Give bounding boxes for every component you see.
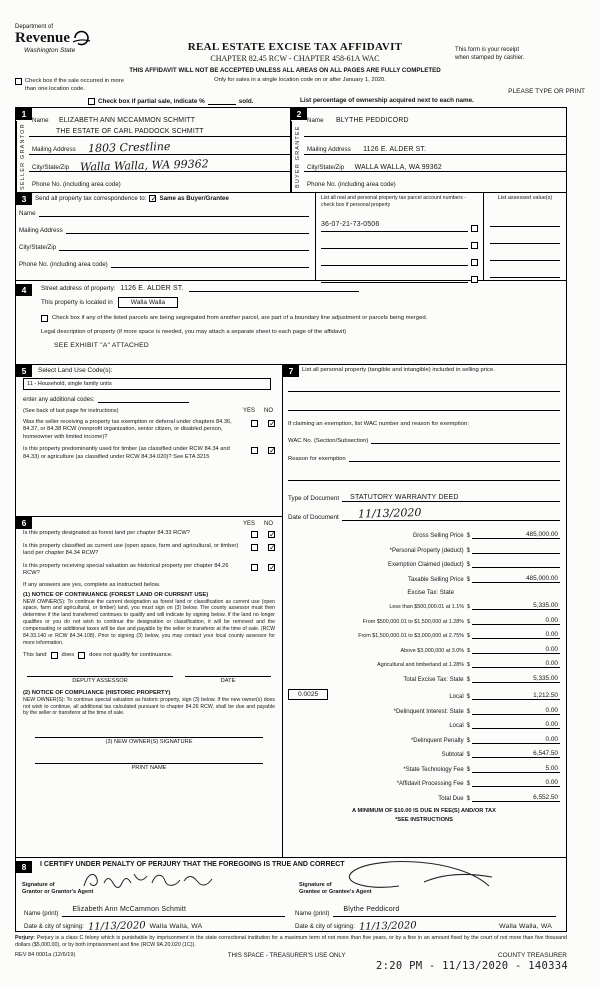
- section-7-badge: 7: [283, 365, 299, 377]
- seller-city-state-zip[interactable]: Walla Walla, WA 99362: [79, 157, 209, 174]
- dollar-sign: $: [466, 676, 470, 683]
- grantee-signing-city: Walla Walla, WA: [499, 923, 552, 930]
- name-print-label: Name (print): [295, 910, 330, 917]
- mailing-address-label: Mailing Address: [307, 146, 351, 153]
- dollar-sign: $: [466, 533, 470, 539]
- tax-row-value[interactable]: 5,335.00: [472, 675, 560, 683]
- tax-row-label: Local: [449, 694, 464, 700]
- tax-row-label: Above $3,000,000 at 3.0%: [400, 647, 464, 654]
- tax-row-value[interactable]: 0.00: [472, 617, 560, 625]
- tax-computation: [288, 531, 560, 823]
- tax-row-value[interactable]: 1,212.50: [472, 692, 560, 700]
- section-8-badge: 8: [16, 861, 32, 873]
- parcel-number[interactable]: 36-07-21-73-0506: [321, 221, 380, 228]
- print-name-line[interactable]: PRINT NAME: [35, 763, 263, 771]
- land-use-label: Select Land Use Code(s):: [38, 367, 113, 374]
- exemption-note: If claiming an exemption, list WAC number and reason for exemption:: [288, 421, 469, 427]
- buyer-city-state-zip[interactable]: WALLA WALLA, WA 99362: [354, 164, 442, 171]
- section-3-badge: 3: [16, 193, 32, 205]
- parcel-number-field-3[interactable]: [321, 257, 468, 266]
- city-state-zip-label: City/State/Zip: [307, 164, 345, 171]
- grantor-signing-date[interactable]: 11/13/2020: [87, 920, 146, 933]
- minimum-due-note: A MINIMUM OF $10.00 IS DUE IN FEE(S) AND/OR TAX: [352, 807, 496, 814]
- dollar-sign: $: [467, 604, 470, 610]
- assessed-value-field-4[interactable]: [490, 269, 560, 278]
- checkmark-icon: ✓: [150, 194, 158, 203]
- tax-row-label: Subtotal: [441, 752, 464, 758]
- notice-continuance-title: (1) NOTICE OF CONTINUANCE (FOREST LAND OR CURRENT USE): [23, 591, 209, 598]
- tax-row-label: From $1,500,000.01 to $3,000,000 at 2.75%: [358, 633, 464, 639]
- continuance-does-checkbox[interactable]: [51, 652, 58, 659]
- tax-row-label: Less than $500,000.01 at 1.1%: [389, 604, 464, 610]
- section-6-badge: 6: [16, 517, 32, 529]
- dollar-sign: $: [467, 647, 470, 654]
- grantor-agent-label: Grantor or Grantor's Agent: [22, 889, 94, 896]
- mailing-address-label: Mailing Address: [19, 227, 63, 234]
- assessed-value-field-1[interactable]: [490, 218, 560, 227]
- tax-row-label: Taxable Selling Price: [407, 576, 464, 583]
- dollar-sign: $: [467, 618, 470, 625]
- tax-row-value[interactable]: 0.00: [472, 646, 560, 654]
- notice-compliance-title: (2) NOTICE OF COMPLIANCE (HISTORIC PROPERTY): [23, 689, 171, 696]
- parties-box: [15, 107, 567, 193]
- section-4-badge: 4: [16, 284, 32, 296]
- checkmark-icon: ✓: [269, 562, 276, 572]
- additional-codes-field[interactable]: [98, 395, 189, 403]
- form-number: REV 84 0001a (12/6/19): [15, 952, 76, 958]
- partial-sale-percent-field[interactable]: [208, 97, 236, 105]
- multi-location-checkbox[interactable]: [15, 78, 22, 85]
- tax-row-value[interactable]: 5,335.00: [472, 602, 560, 610]
- county-treasurer-label: COUNTY TREASURER: [497, 952, 567, 959]
- perjury-text: Perjury is a class C felony which is punishable by imprisonment in the state correctional institution for a maximum term of not more than five years, or by a fine in an amount fixed by the court of not more than five thousand dollars ($5,000.00), or by both imprisonment and fine (RCW 9A.20.020 (1C)).: [15, 935, 567, 949]
- assessed-values-header: List assessed value(s): [497, 195, 553, 201]
- s5-q2-no-checkbox[interactable]: [268, 447, 275, 454]
- located-in-label: This property is located in: [41, 299, 113, 306]
- name-print-label: Name (print): [24, 910, 59, 917]
- document-date[interactable]: 11/13/2020: [357, 505, 422, 521]
- legal-description[interactable]: SEE EXHIBIT "A" ATTACHED: [54, 342, 149, 349]
- city-state-zip-label: City/State/Zip: [19, 244, 57, 251]
- tax-row-value[interactable]: 0.00: [472, 736, 560, 744]
- assessor-date-line[interactable]: DATE: [185, 676, 271, 684]
- yes-header: YES: [242, 408, 255, 414]
- partial-sale-label: Check box if partial sale, indicate %: [98, 98, 205, 105]
- tax-row-value[interactable]: 5.00: [472, 765, 560, 773]
- dollar-sign: $: [467, 662, 470, 668]
- exemption-reason-field-2[interactable]: [288, 475, 560, 481]
- section-5-badge: 5: [16, 365, 32, 377]
- notice-compliance-body: NEW OWNER(S): To continue special valuation as historic property, sign (3) below. If the new owner(s) does not wish to continue, all additional tax calculated pursuant to chapter 84.26 RCW, shall be due and payable by the seller or transferor at the time of sale.: [23, 696, 275, 717]
- washington-state-label: Washington State: [24, 47, 76, 54]
- dollar-sign: $: [466, 576, 470, 583]
- parcel-numbers-header: List all real and personal property tax parcel account numbers - check box if personal property: [321, 195, 467, 208]
- grantor-printed-name[interactable]: Elizabeth Ann McCammon Schmitt: [72, 906, 187, 913]
- signature-of-label: Signature of: [22, 882, 55, 889]
- assessed-value-field-3[interactable]: [490, 252, 560, 261]
- section-2-badge: 2: [291, 108, 307, 120]
- tax-row-label: *Delinquent Interest: State: [393, 708, 464, 715]
- correspondence-phone-field[interactable]: [111, 260, 309, 268]
- grantee-signing-date[interactable]: 11/13/2020: [358, 920, 417, 933]
- dollar-sign: $: [466, 766, 470, 773]
- s6-q1-no-checkbox[interactable]: [268, 531, 275, 538]
- form-subtitle: CHAPTER 82.45 RCW - CHAPTER 458-61A WAC: [210, 54, 380, 63]
- personal-property-field-2[interactable]: [288, 405, 560, 411]
- tax-row-label: From $500,000.01 to $1,500,000 at 1.28%: [362, 618, 464, 625]
- deputy-assessor-line[interactable]: DEPUTY ASSESSOR: [27, 676, 173, 684]
- treasurer-space-label: THIS SPACE - TREASURER'S USE ONLY: [227, 952, 346, 959]
- tax-row-label: *Delinquent Penalty: [410, 737, 464, 744]
- s5-q1-yes-checkbox[interactable]: [251, 420, 258, 427]
- correspondence-name-field[interactable]: [39, 209, 309, 217]
- land-use-section: [16, 365, 282, 517]
- tax-row-value[interactable]: 0.00: [472, 660, 560, 668]
- no-header: NO: [264, 408, 273, 414]
- segregated-checkbox[interactable]: [41, 315, 48, 322]
- tax-row-value[interactable]: 485,000.00: [472, 575, 560, 583]
- dollar-sign: $: [466, 562, 470, 568]
- s6-q2-yes-checkbox[interactable]: [251, 544, 258, 551]
- question-timber-agriculture: Is this property predominantly used for timber (as classified under RCW 84.34 and 84.33) or agriculture (as classified under RCW 84.34.020)? See ETA 3215: [23, 446, 230, 460]
- personal-property-label: List all personal property (tangible and intangible) included in selling price.: [302, 367, 495, 373]
- form-title: REAL ESTATE EXCISE TAX AFFIDAVIT: [187, 41, 403, 53]
- seller-name[interactable]: ELIZABETH ANN MCCAMMON SCHMITT: [58, 117, 196, 124]
- same-as-buyer-label: Same as Buyer/Grantee: [159, 195, 229, 202]
- tax-row-value[interactable]: 0.00: [472, 707, 560, 715]
- dollar-sign: $: [466, 752, 470, 758]
- partial-sale-checkbox[interactable]: [88, 98, 95, 105]
- certification-box: [15, 858, 567, 932]
- if-yes-note: If any answers are yes, complete as instructed below.: [23, 581, 161, 588]
- instructions-note: (See back of last page for instructions): [23, 408, 119, 414]
- excise-tax-state-header: Excise Tax: State: [407, 588, 454, 596]
- assessed-value-field-2[interactable]: [490, 235, 560, 244]
- phone-label: Phone No. (including area code): [307, 181, 396, 188]
- tax-row-label: Exemption Claimed (deduct): [387, 562, 464, 568]
- street-address-label: Street address of property:: [41, 285, 116, 292]
- tax-row-value[interactable]: 6,552.50: [472, 794, 560, 802]
- s6-q3-yes-checkbox[interactable]: [251, 564, 258, 571]
- segregated-label: Check box if any of the listed parcels are being segregated from another parcel, are part of a boundary line adjustment or parcels being merged.: [52, 315, 428, 321]
- please-type-label: PLEASE TYPE OR PRINT: [508, 88, 585, 95]
- receipt-note: [455, 46, 565, 62]
- this-land-label: This land: [23, 652, 47, 659]
- ownership-note: List percentage of ownership acquired next to each name.: [300, 97, 474, 104]
- mailing-address-label: Mailing Address: [32, 146, 76, 153]
- date-city-label: Date & city of signing:: [295, 923, 355, 930]
- street-address-field[interactable]: [189, 284, 359, 292]
- seller-side-label: SELLER GRANTOR: [16, 121, 29, 192]
- land-use-code-select[interactable]: 11 - Household, single family units: [23, 378, 271, 390]
- correspondence-mailing-field[interactable]: [66, 226, 309, 234]
- s5-q1-no-checkbox[interactable]: [268, 420, 275, 427]
- notice-continuance-body: NEW OWNER(S): To continue the current designation as forest land or classification as current use (open space, farm and agricultural, or timber) land, you must sign on (3) below. The county assessor must then determine if the land transferred continues to qualify and will indicate by signing below. If the land no longer qualifies or you do not wish to continue the designation or classification, it will be removed and the compensating or additional taxes will be due and payable by the seller or transferor at the time of sale. (RCW 84.33.140 or RCW 84.34.108). Prior to signing (3) below, you may contact your local county assessor for more information.: [23, 598, 275, 646]
- personal-property-field-1[interactable]: [288, 386, 560, 392]
- tax-row-label: Total Excise Tax: State: [403, 676, 464, 683]
- tax-row-value[interactable]: 6,547.50: [472, 750, 560, 758]
- tax-row-value[interactable]: 0.00: [472, 721, 560, 729]
- receipt-note-line2: when stamped by cashier.: [455, 55, 525, 62]
- revenue-swoosh-icon: [72, 30, 92, 47]
- dollar-sign: $: [466, 795, 470, 802]
- parcel-personal-checkbox-1[interactable]: [471, 225, 478, 232]
- correspondence-city-field[interactable]: [59, 243, 309, 251]
- parcel-personal-checkbox-2[interactable]: [471, 242, 478, 249]
- tax-row-label: Total Due: [438, 795, 464, 802]
- dollar-sign: $: [466, 547, 470, 554]
- certify-statement: I CERTIFY UNDER PENALTY OF PERJURY THAT THE FOREGOING IS TRUE AND CORRECT: [40, 861, 345, 868]
- dollar-sign: $: [466, 781, 470, 787]
- parcel-number-field-2[interactable]: [321, 240, 468, 249]
- property-street-address[interactable]: 1126 E. ALDER ST.: [120, 285, 184, 292]
- no-header: NO: [264, 521, 273, 527]
- treasurer-stamp: 2:20 PM - 11/13/2020 - 140334: [375, 960, 568, 972]
- s6-q2-no-checkbox[interactable]: [268, 544, 275, 551]
- document-date-label: Date of Document: [288, 514, 339, 521]
- phone-label: Phone No. (including area code): [32, 181, 121, 188]
- grantor-signature-area[interactable]: [20, 871, 291, 896]
- main-columns: [15, 365, 567, 858]
- tax-row-value[interactable]: 0.00: [472, 631, 560, 639]
- dollar-sign: $: [466, 694, 470, 700]
- question-historic-property: Is this property receiving special valuation as historical property per chapter 84.26 RCW?: [23, 562, 229, 577]
- completion-warning: THIS AFFIDAVIT WILL NOT BE ACCEPTED UNLESS ALL AREAS ON ALL PAGES ARE FULLY COMPLETED: [129, 67, 441, 74]
- revenue-wordmark: Revenue: [15, 30, 70, 46]
- new-owner-signature-line[interactable]: (3) NEW OWNER(S) SIGNATURE: [35, 737, 263, 745]
- tax-row-label: Local: [449, 723, 464, 729]
- perjury-note: [15, 935, 567, 949]
- checkmark-icon: ✓: [269, 419, 276, 428]
- document-type[interactable]: STATUTORY WARRANTY DEED: [350, 494, 459, 501]
- tax-row-label: *Affidavit Processing Fee: [396, 781, 464, 787]
- tax-row-label: Agricultural and timberland at 1.28%: [377, 662, 464, 668]
- dollar-sign: $: [467, 633, 470, 639]
- city-state-zip-label: City/State/Zip: [32, 164, 70, 171]
- additional-codes-label: enter any additional codes:: [23, 397, 95, 403]
- dollar-sign: $: [466, 708, 470, 715]
- buyer-name[interactable]: BLYTHE PEDDICORD: [335, 117, 409, 124]
- grantee-signature-area[interactable]: [291, 871, 562, 896]
- document-type-label: Type of Document: [288, 495, 340, 502]
- tax-row-label: *Personal Property (deduct): [389, 547, 464, 554]
- name-label: Name: [19, 210, 36, 217]
- receipt-note-line1: This form is your receipt: [455, 47, 520, 53]
- buyer-mailing-address[interactable]: 1126 E. ALDER ST.: [363, 146, 427, 153]
- property-box: [15, 281, 567, 365]
- s6-q3-no-checkbox[interactable]: [268, 564, 275, 571]
- buyer-side-label: BUYER GRANTEE: [291, 121, 304, 192]
- seller-section: [16, 108, 291, 192]
- dor-logo: [15, 24, 92, 54]
- tax-row-value[interactable]: 0.00: [472, 779, 560, 787]
- checkmark-icon: ✓: [269, 543, 276, 552]
- tax-section: [283, 365, 567, 858]
- multi-location-label: Check box if the sale occurred in more than one location code.: [25, 78, 124, 92]
- partial-sale-suffix: sold.: [238, 98, 254, 105]
- left-column: [15, 365, 283, 858]
- name-label: Name: [307, 117, 324, 124]
- tax-row-label: *State Technology Fee: [403, 766, 464, 773]
- same-as-buyer-checkbox[interactable]: [149, 195, 156, 202]
- does-label: does: [61, 652, 75, 659]
- parcel-personal-checkbox-3[interactable]: [471, 259, 478, 266]
- continuance-section: [16, 517, 282, 857]
- wac-label: WAC No. (Section/Subsection): [288, 438, 369, 444]
- see-instructions-note: *SEE INSTRUCTIONS: [395, 816, 453, 823]
- perjury-label: Perjury:: [15, 935, 36, 941]
- reason-label: Reason for exemption: [288, 456, 346, 462]
- dollar-sign: $: [466, 723, 470, 729]
- grantor-signature: [78, 866, 228, 894]
- seller-mailing-address[interactable]: 1803 Crestline: [87, 139, 171, 156]
- seller-name-2[interactable]: THE ESTATE OF CARL PADDOCK SCHMITT: [56, 128, 204, 135]
- single-location-note: Only for sales in a single location code on or after January 1, 2020.: [214, 77, 386, 83]
- name-label: Name: [32, 117, 49, 124]
- property-location[interactable]: Walla Walla: [118, 297, 178, 308]
- exemption-reason-field[interactable]: [349, 454, 560, 462]
- does-not-label: does not qualify for continuance.: [89, 652, 173, 659]
- s5-q2-yes-checkbox[interactable]: [251, 447, 258, 454]
- signature-of-label: Signature of: [299, 882, 332, 889]
- grantee-printed-name[interactable]: Blythe Peddicord: [343, 906, 400, 913]
- phone-label: Phone No. (including area code): [19, 261, 108, 268]
- question-current-use: Is this property classified as current use (open space, farm and agricultural, or timber) land per chapter 84.34 RCW?: [23, 543, 239, 557]
- yes-header: YES: [242, 521, 255, 527]
- checkmark-icon: ✓: [269, 530, 276, 539]
- legal-description-label: Legal description of property (if more space is needed, you may attach a separate sheet to each page of the affidavit): [41, 329, 347, 335]
- s6-q1-yes-checkbox[interactable]: [251, 531, 258, 538]
- send-correspondence-label: Send all property tax correspondence to:: [35, 195, 147, 202]
- date-city-label: Date & city of signing:: [24, 923, 84, 930]
- section-1-badge: 1: [16, 108, 32, 120]
- question-seller-exemption: Was the seller receiving a property tax exemption or deferral under chapters 84.36, 84.37, or 84.38 RCW (nonprofit organization, senior citizen, or disabled person, homeowner with limited income)?: [23, 419, 232, 440]
- tax-row-value[interactable]: [472, 546, 560, 554]
- tax-row-value[interactable]: 485,000.00: [472, 531, 560, 539]
- buyer-section: [291, 108, 566, 192]
- checkmark-icon: ✓: [269, 446, 276, 456]
- wac-number-field[interactable]: [371, 436, 560, 444]
- tax-row-value[interactable]: [472, 560, 560, 568]
- tax-row-label: Gross Selling Price: [412, 533, 464, 539]
- continuance-does-not-checkbox[interactable]: [78, 652, 85, 659]
- question-forest-land: Is this property designated as forest land per chapter 84.33 RCW?: [23, 530, 190, 536]
- grantee-agent-label: Grantee or Grantee's Agent: [299, 889, 372, 896]
- grantor-signing-city: Walla Walla, WA: [149, 923, 203, 930]
- local-rate-box: 0.0025: [288, 689, 328, 700]
- correspondence-box: [15, 193, 567, 281]
- dept-of-label: Department of: [15, 24, 54, 30]
- dollar-sign: $: [466, 737, 470, 744]
